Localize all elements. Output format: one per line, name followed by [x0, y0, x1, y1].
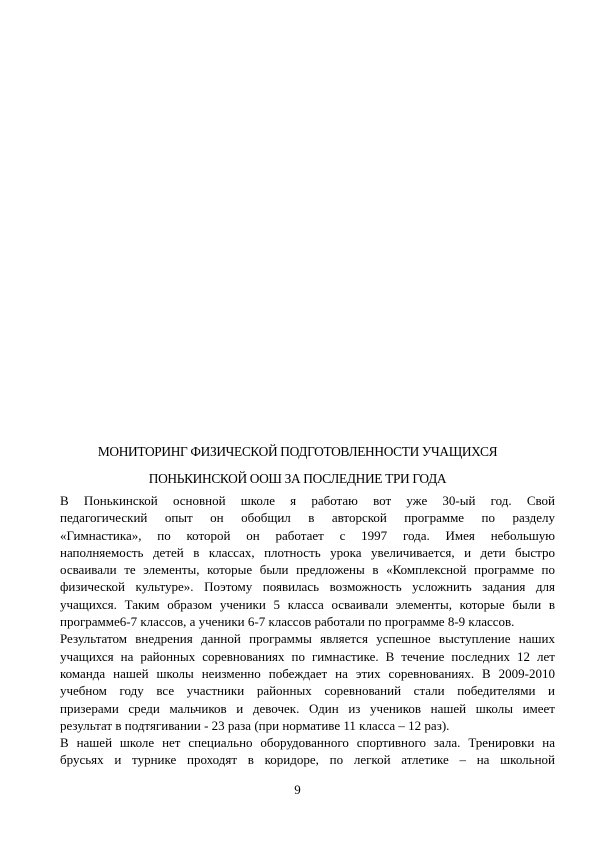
- body-line: педагогический опыт он обобщил в авторской программе по разделу: [60, 510, 555, 526]
- body-line: наполняемость детей в классах, плотность урока увеличивается, и дети быстро: [60, 544, 555, 560]
- body-line: физической культуре». Поэтому появилась возможность усложнить задания для: [60, 579, 555, 595]
- document-body: [60, 492, 555, 769]
- body-line: «Гимнастика», по которой он работает с 1997 года. Имея небольшую: [60, 527, 555, 543]
- body-line: результат в подтягивании - 23 раза (при нормативе 11 класса – 12 раз).: [60, 717, 450, 733]
- page-number: 9: [294, 782, 301, 797]
- body-line: призерами среди мальчиков и девочек. Один из учеников нашей школы имеет: [60, 700, 555, 716]
- body-line: осваивали те элементы, которые были предложены в «Комплексной программе по: [60, 562, 555, 578]
- body-line: брусьях и турнике проходят в коридоре, по легкой атлетике – на школьной: [60, 752, 555, 768]
- body-line: учебном году все участники районных соревнований стали победителями и: [60, 683, 555, 699]
- body-line: В Понькинской основной школе я работаю вот уже 30-ый год. Свой: [60, 493, 555, 508]
- document-title-line-2: ПОНЬКИНСКОЙ ООШ ЗА ПОСЛЕДНИЕ ТРИ ГОДА: [148, 471, 447, 486]
- body-line: Результатом внедрения данной программы является успешное выступление наших: [60, 631, 555, 647]
- body-line: В нашей школе нет специально оборудованного спортивного зала. Тренировки на: [60, 735, 555, 751]
- document-title-line-1: МОНИТОРИНГ ФИЗИЧЕСКОЙ ПОДГОТОВЛЕННОСТИ УЧАЩИХСЯ: [97, 444, 498, 459]
- body-line: учащихся. Таким образом ученики 5 класса осваивали элементы, которые были в: [60, 596, 555, 612]
- body-line: команда нашей школы неизменно побеждает на этих соревнованиях. В 2009-2010: [60, 665, 555, 681]
- body-line: учащихся на районных соревнованиях по гимнастике. В течение последних 12 лет: [60, 648, 555, 664]
- body-line: программе6-7 классов, а ученики 6-7 классов работали по программе 8-9 классов.: [60, 614, 515, 630]
